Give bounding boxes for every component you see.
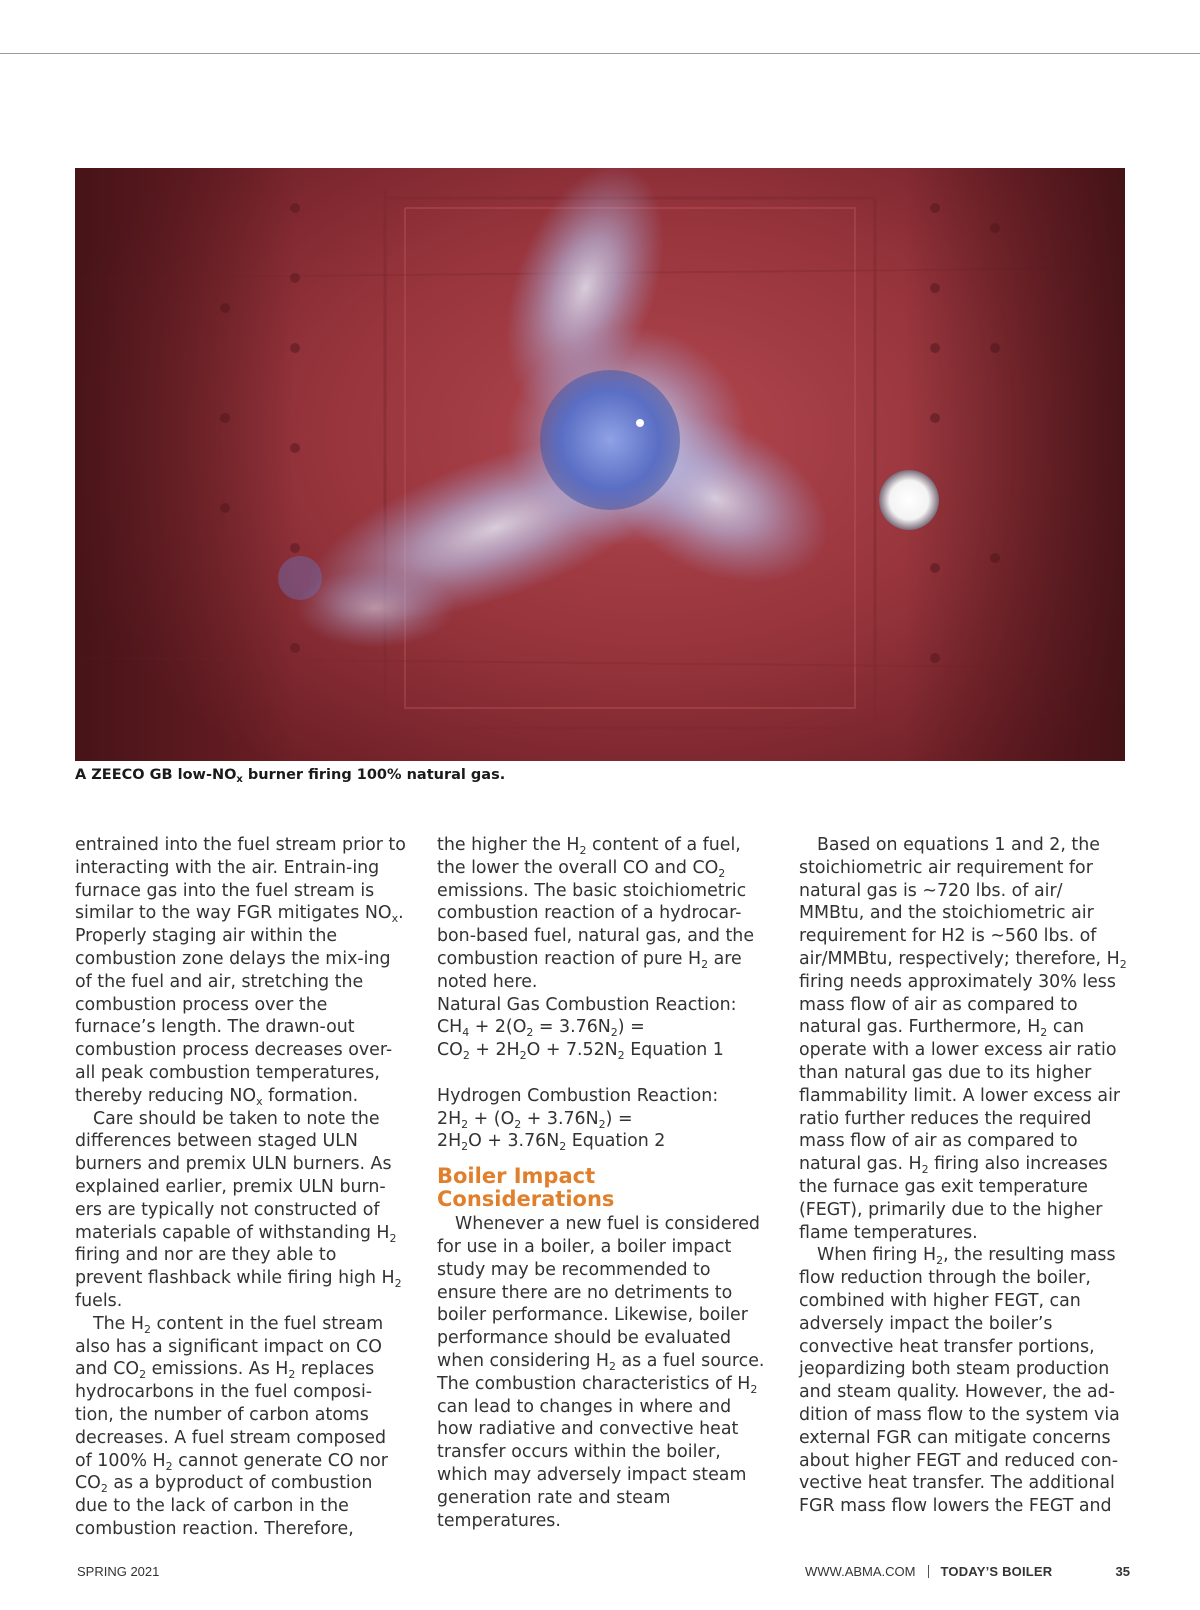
text-run: as a fuel source. The combustion characteristics of H bbox=[437, 1350, 765, 1394]
paragraph bbox=[437, 1016, 767, 1039]
text-run: the higher the H bbox=[437, 835, 580, 855]
article-column-1 bbox=[75, 834, 407, 1541]
text-run: entrained into the fuel stream prior to interacting with the air. Entrain-ing furnace gas into the fuel stream is similar to the way FGR mitigates NO bbox=[75, 835, 406, 924]
text-run: emissions. The basic stoichiometric combustion reaction of a hydrocar-bon-based fuel, natural gas, and the combustion reaction of pure H bbox=[437, 880, 755, 969]
text-run: emissions. As H bbox=[146, 1359, 289, 1380]
article-column-3 bbox=[799, 834, 1129, 1518]
text-run: Hydrogen Combustion Reaction: bbox=[437, 1085, 719, 1106]
paragraph bbox=[437, 1108, 767, 1131]
text-run: Natural Gas Combustion Reaction: bbox=[437, 994, 737, 1015]
subscript: 2 bbox=[519, 1049, 527, 1063]
furnace-photo-icon bbox=[75, 168, 1125, 761]
paragraph bbox=[75, 834, 407, 1108]
page-number: 35 bbox=[1115, 1564, 1130, 1579]
text-run: 2H bbox=[437, 1108, 462, 1129]
text-run: O + 7.52N bbox=[526, 1040, 618, 1061]
subscript: 2 bbox=[750, 1382, 758, 1396]
text-run: firing needs approximately 30% less mass flow of air as compared to natural gas. Furthermore, H bbox=[799, 971, 1116, 1038]
subscript: 2 bbox=[165, 1459, 173, 1473]
subscript: 2 bbox=[921, 1163, 929, 1177]
subscript: 2 bbox=[139, 1368, 147, 1382]
text-run: The H bbox=[93, 1313, 144, 1334]
text-run: ) = bbox=[617, 1017, 645, 1038]
text-run: ) = bbox=[605, 1108, 633, 1129]
paragraph bbox=[437, 1213, 767, 1532]
article-column-2 bbox=[437, 834, 767, 1532]
paragraph-gap bbox=[437, 1062, 767, 1085]
figure-caption: A ZEECO GB low-$NO_x$ burner firing 100% natural gas. bbox=[75, 767, 506, 785]
text-run: cannot generate CO nor CO bbox=[75, 1450, 388, 1494]
subscript: 2 bbox=[617, 1049, 625, 1063]
subscript: 2 bbox=[609, 1359, 616, 1373]
text-run: content in the fuel stream also has a significant impact on CO and CO bbox=[75, 1313, 384, 1380]
text-run: Care should be taken to note the differences between staged ULN burners and premix ULN burners. As explained earlier, premix ULN burn-ers are typically not constructed of materials capable of withstanding H bbox=[75, 1108, 392, 1243]
footer-magazine-title: TODAY’S BOILER bbox=[940, 1564, 1053, 1579]
text-run: , the resulting mass flow reduction through the boiler, combined with higher FEGT, can adversely impact the boiler’s convective heat transfer portions, jeopardizing both steam production and steam quality. However, the ad-dition of mass flow to the system via external FGR can mitigate concerns about higher FEGT and reduced con-vective heat transfer. The additional FGR mass flow lowers the FEGT and bbox=[799, 1245, 1120, 1517]
subscript: 2 bbox=[461, 1117, 469, 1131]
subscript: 2 bbox=[100, 1482, 108, 1496]
subscript: 2 bbox=[461, 1140, 469, 1154]
subscript: 2 bbox=[389, 1231, 397, 1245]
footer-issue: SPRING 2021 bbox=[77, 1564, 160, 1579]
text-run: formation. bbox=[262, 1085, 359, 1106]
text-run: Equation 2 bbox=[566, 1131, 666, 1152]
subscript: 2 bbox=[514, 1117, 522, 1131]
text-run: Based on equations 1 and 2, the stoichiometric air requirement for natural gas is ~720 lbs. of air/ MMBtu, and the stoichiometric air requirement for H2 is ~560 lbs. of air/MMBtu, respectively; therefore, H bbox=[799, 835, 1120, 969]
subscript: 2 bbox=[559, 1140, 567, 1154]
text-run: replaces hydrocarbons in the fuel composi-tion, the number of carbon atoms decreases. A fuel stream composed of 100% H bbox=[75, 1359, 387, 1471]
text-run: O + 3.76N bbox=[468, 1131, 560, 1152]
footer-publication bbox=[805, 1564, 1130, 1579]
paragraph bbox=[437, 1130, 767, 1153]
subscript: 2 bbox=[936, 1254, 944, 1268]
text-run: Whenever a new fuel is considered for use in a boiler, a boiler impact study may be recommended to ensure there are no detriments to boiler performance. Likewise, boiler performance should be evaluated when considering H bbox=[437, 1214, 760, 1371]
subscript: 4 bbox=[462, 1026, 470, 1040]
text-run: CH bbox=[437, 1017, 463, 1038]
paragraph bbox=[799, 1244, 1129, 1518]
subscript: 2 bbox=[610, 1026, 618, 1040]
subscript: 2 bbox=[143, 1322, 151, 1336]
subscript: 2 bbox=[598, 1117, 606, 1131]
subscript: 2 bbox=[288, 1368, 296, 1382]
text-run: CO bbox=[437, 1040, 463, 1061]
burner-flame-photo bbox=[75, 168, 1125, 761]
text-run: + 2(O bbox=[469, 1017, 527, 1038]
subscript: 2 bbox=[526, 1026, 534, 1040]
text-run: Equation 1 bbox=[624, 1040, 724, 1061]
paragraph bbox=[437, 1039, 767, 1062]
subscript: 2 bbox=[1119, 957, 1127, 971]
text-run: content of a fuel, the lower the overall CO and CO bbox=[437, 835, 741, 878]
subscript: x bbox=[391, 912, 399, 926]
text-run: can lead to changes in where and how radiative and convective heat transfer occurs within the boiler, which may adversely impact steam generation rate and steam temperatures. bbox=[437, 1396, 747, 1531]
text-run: . Properly staging air within the combustion zone delays the mix-ing of the fuel and air, stretching the combustion process over the furnace’s length. The drawn-out combustion process decreases over-all peak combustion temperatures, thereby reducing NO bbox=[75, 903, 404, 1106]
subscript: 2 bbox=[462, 1049, 470, 1063]
text-run: as a byproduct of combustion due to the lack of carbon in the combustion reaction. Therefore, bbox=[75, 1473, 373, 1539]
paragraph bbox=[75, 1313, 407, 1541]
text-run: 2H bbox=[437, 1131, 462, 1152]
text-run: = 3.76N bbox=[533, 1017, 611, 1038]
footer-website: WWW.ABMA.COM bbox=[805, 1564, 916, 1579]
paragraph bbox=[75, 1108, 407, 1313]
text-run: fuels. bbox=[75, 1290, 123, 1311]
text-run: firing also increases the furnace gas exit temperature (FEGT), primarily due to the higher flame temperatures. bbox=[799, 1154, 1108, 1243]
top-rule bbox=[0, 53, 1200, 54]
text-run: When firing H bbox=[817, 1245, 937, 1266]
paragraph bbox=[437, 994, 767, 1017]
subscript: 2 bbox=[718, 866, 726, 880]
text-run: can operate with a lower excess air ratio than natural gas due to its higher flammability limit. A lower excess air ratio further reduces the required mass flow of air as compared to natural gas. H bbox=[799, 1017, 1121, 1175]
subscript: 2 bbox=[579, 844, 587, 857]
section-heading: Boiler Impact Considerations bbox=[437, 1164, 615, 1212]
paragraph bbox=[437, 1085, 767, 1108]
subscript: x bbox=[256, 1094, 263, 1108]
text-run: firing and nor are they able to prevent flashback while firing high H bbox=[75, 1245, 395, 1289]
text-run: + 3.76N bbox=[521, 1108, 599, 1129]
text-run: are noted here. bbox=[437, 948, 742, 992]
paragraph bbox=[799, 834, 1129, 1244]
footer-separator bbox=[928, 1565, 929, 1578]
text-run: + 2H bbox=[469, 1040, 520, 1061]
text-run: + (O bbox=[468, 1108, 515, 1129]
subscript: 2 bbox=[1040, 1026, 1048, 1040]
subscript: 2 bbox=[701, 957, 709, 971]
subscript: 2 bbox=[394, 1277, 402, 1291]
paragraph bbox=[437, 834, 767, 994]
